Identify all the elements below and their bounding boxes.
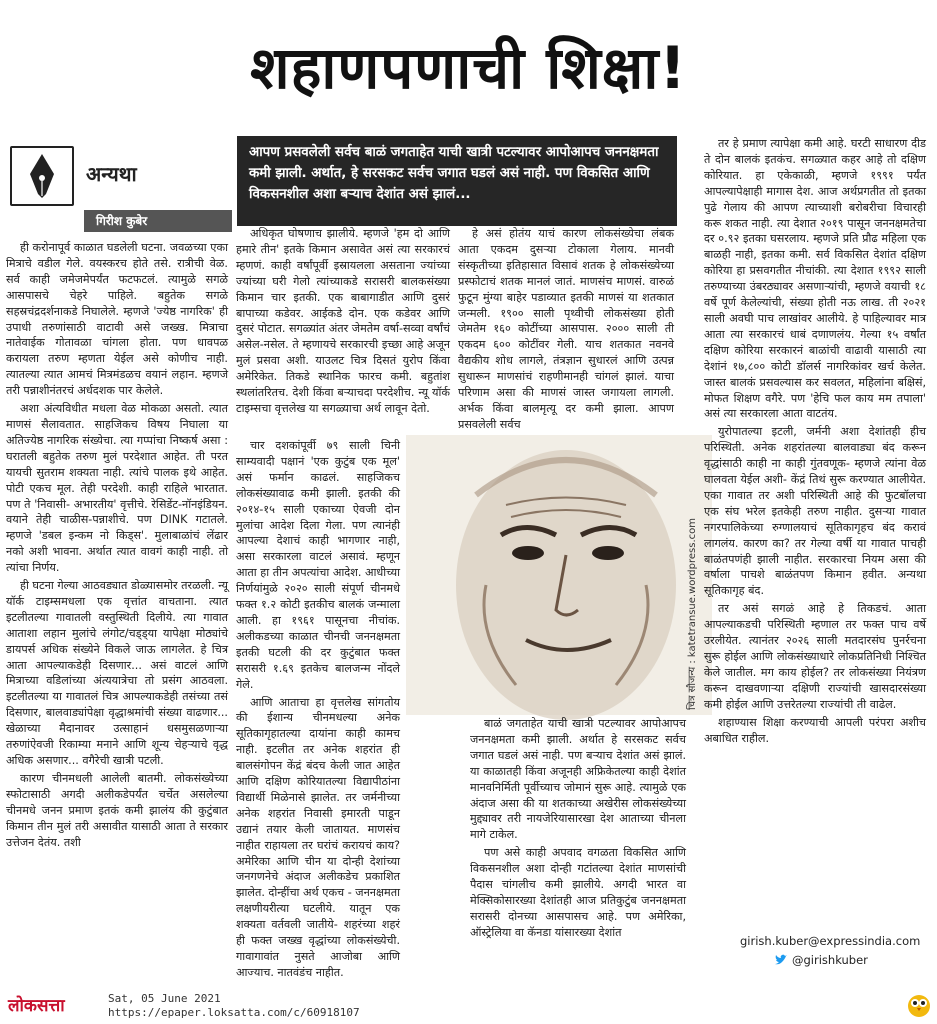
article-column-4: [704, 136, 926, 926]
author-email[interactable]: girish.kuber@expressindia.com: [740, 934, 921, 948]
paragraph: अधिकृत घोषणाच झालीये. म्हणजे 'हम दो आणि हमारे तीन' इतके किमान असावेत असं त्या सरकारचं म्हणणं. काही वर्षांपूर्वी इस्रायलला असताना ज्यांच्या ज्यांच्या घरी गेलो त्यांच्याकडे सरासरी बालकसंख्या किमान चार इतकी. एक बाबागाडीत आणि दुसरं बापाच्या कडेवर. आईकडे दोन. एक कडेवर आणि दुसरं पोटात. सगळ्यांत अंतर जेमतेम वर्षा-सव्वा वर्षांचं असेल-नसेल. ते म्हणायचे सरकारची इच्छा आहे अजून मुलं प्रसवा अशी. याउलट चित्र दिसतं युरोप किंवा अमेरिकेत. तिकडे स्थानिक फारच कमी. बहुतांश स्थलांतरितच. देशी किंवा बऱ्याचदा परदेशीच. न्यू यॉर्क टाइम्सचा वृत्तलेख या सगळ्याचा अर्थ लावून देतो.: [236, 227, 450, 415]
paragraph: कारण चीनमधली आलेली बातमी. लोकसंख्येच्या स्फोटासाठी अगदी अलीकडेपर्यंत चर्चेत असलेल्या चीनमधे जनन प्रमाण इतकं कमी झालंय की कुटुंबात किमान तीन मुलं तरी असावीत यासाठी आता ते सरकार उत्तेजन देतंय. तशी: [6, 771, 228, 849]
headline: शहाणपणाची शिक्षा!: [250, 34, 687, 102]
article-column-1: [6, 240, 228, 980]
edition-date: Sat, 05 June 2021: [108, 992, 221, 1005]
article-column-3-bottom: [470, 716, 686, 981]
pen-nib-icon: [10, 146, 74, 206]
twitter-icon: [774, 952, 788, 966]
paragraph: तर हे प्रमाण त्यापेक्षा कमी आहे. घरटी साधारण दीड ते दोन बालकं इतकंच. सगळ्यात कहर आहे तो दक्षिण कोरियात. हा एकेकाळी, म्हणजे १९९१ पर्यंत आपल्यापेक्षाही मागास देश. आज अर्थप्रगतीत तो इतका पुढे गेलाय की आपण त्याच्याशी बरोबरीचा विचारही करू शकत नाही. त्या देशात २०१९ पासून जननक्षमतेचा दर ०.९२ इतका घसरलाय. म्हणजे प्रति प्रौढ महिला एक बाळही नाही, इतका कमी. सर्व विकसित देशांत दक्षिण कोरिया हा प्रसवगतीत नीचांकी. त्या देशात १९९२ साली तरुण्याच्या उंबरठ्यावर असणाऱ्यांची, म्हणजे वयाची १८ वर्षे पूर्ण केलेल्यांची, संख्या होती नऊ लाख. ती २०२१ साली अवघी पाच लाखांवर आलीये. हे पाहिल्यावर मात्र आता त्या सरकारचं धाबं दणाणलंय. गेल्या १५ वर्षांत दक्षिण कोरिया सरकारनं बाळांची वाढावी यासाठी त्या देशांनं १७,८०० कोटी डॉलर्स नागरिकांवर खर्च केलेत. जास्त बालकं प्रसवल्यास कर सवलत, महिलांना बक्षिसं, मोफत शिक्षण वगैरे. पण 'हेचि फल काय मम तपाला' असं त्या सरकारला आता वाटतंय.: [704, 137, 926, 421]
footer-info: [108, 992, 360, 1020]
column-name: अन्यथा: [86, 162, 137, 186]
loksatta-logo: [4, 990, 104, 1020]
paragraph: तर असं सगळं आहे हे तिकडचं. आता आपल्याकडची परिस्थिती म्हणाल तर फक्त पाच वर्षे उरलीयेत. त्यानंतर २०२६ साली मतदारसंघ पुनर्रचना सुरू होईल आणि लोकसंख्याधारे लोकप्रतिनिधी निश्चित केले जातील. मग काय होईल? तर लोकसंख्या नियंत्रण करून दाखवणाऱ्या दक्षिणी राज्यांची खासदारसंख्या कमी होईल आणि उत्तरेतल्या राज्यांची ती वाढेल.: [704, 602, 926, 711]
article-column-2-mid: [236, 438, 400, 979]
pull-quote: आपण प्रसवलेली सर्वच बाळं जगताहेत याची खात्री पटल्यावर आपोआपच जननक्षमता कमी झाली. अर्थात, हे सरसकट सर्वच जगात घडलं असं नाही. पण विकसित आणि विकसनशील अशा बऱ्याच देशांत असं झालं...: [237, 136, 677, 226]
photo-credit: [680, 500, 706, 710]
paragraph: युरोपातल्या इटली, जर्मनी अशा देशांतही हीच परिस्थिती. अनेक शहरांतल्या बालवाड्या बंद करून वृद्धांसाठी काही ना काही गुंतवणूक- म्हणजे त्यांना वेळ घालवता येईल अशी- केंद्रं तिथं सुरू करण्यात आलीयेत. एका गावात तर अशी परिस्थिती आहे की फुटबॉलचा एक संघ भरेल इतकेही तरुण नाहीत. दुसऱ्या गावात नगरपालिकेच्या रुग्णालयाचं सूतिकागृहच बंद करावं लागलंय. कारण का? तर गेल्या वर्षी या गावात पाचही बाळंतपणंही झाली नाहीत. सरकारचा नियम असा की वर्षाला पाचशे बाळंतपण किमान हवीत. अन्यथा सूतिकागृह बंद.: [704, 425, 926, 598]
article-column-2-top: [236, 226, 450, 438]
paragraph: ही घटना गेल्या आठवड्यात डोळ्यासमोर तरळली. न्यू यॉर्क टाइम्समधला एक वृत्तांत वाचताना. त्यात इटलीतल्या गावातली वस्तुस्थिती दिलीये. त्या गावात आताशा लहान मुलांचे लंगोट/चड्ड्या यापेक्षा मोठ्यांचे डायपर्स अधिक संख्येने विकले जाऊ लागलेत. हे चित्र आता आपल्याकडेही दिसणार... असं वाटलं आणि मित्राच्या वडिलांच्या अंत्ययात्रेचा तो प्रसंग आठवला. इटलीतल्या या गावातलं चित्र आपल्याकडेही तसंच्या तसं दिसणार, बालवाड्यांपेक्षा वृद्धाश्रमांची संख्या वाढणार... खेळाच्या मैदानावर उत्साहानं धसमुसळणाऱ्या तरुणांऐवजी रिकाम्या मनाने आणि शून्य चेहऱ्याचे वृद्ध अधिक असणार... वगैरेची खात्री पटली.: [6, 579, 228, 767]
paragraph: आणि आताचा हा वृत्तलेख सांगतोय की ईशान्य चीनमधल्या अनेक सूतिकागृहातल्या दायांना काही कामच नाही. इटलीत तर अनेक शहरांत ही बालसंगोपन केंद्रं बंदच केली जात आहेत आणि दक्षिण कोरियातल्या विद्यापीठांना विद्यार्थी मिळेनासे झालेत. तर जर्मनीच्या अनेक शहरांत निवासी इमारती पाडून उद्यानं तयार केली जातायत. माणसंच नाहीत राहायला तर घरांचं करायचं काय? अमेरिका आणि चीन या दोन्ही देशांच्या जनगणनेचे अंदाज अलीकडेच प्रकाशित झालेत. दोन्हींचा अर्थ एकच - जननक्षमता लक्षणीयरीत्या घटलीये. यातून एक शक्यता वर्तवली जातीये- शहरंच्या शहरं ही फक्त जख्ख वृद्धांच्या लोकसंख्येची. गावागावांत नुसते आजोबा आणि आज्याच. नातवंडंच नाहीत.: [236, 695, 400, 979]
svg-text:लोकसत्ता: लोकसत्ता: [8, 996, 65, 1016]
paragraph: शहाण्यास शिक्षा करण्याची आपली परंपरा अशीच अबाधित राहील.: [704, 715, 926, 745]
article-column-3-top: [458, 226, 674, 434]
paragraph: अशा अंत्यविधीत मधला वेळ मोकळा असतो. त्यात माणसं सैलावतात. साहजिकच विषय निघाला या अतिज्येष्ठ नागरिक संख्येचा. त्या गप्पांचा निष्कर्ष असा : घरातली बहुतेक तरुण मुलं परदेशात आहेत. ती परत यायची सुतराम शक्यता नाही. त्यांचे पालक इथे आहेत. पोटी एकच मूल. तेही परदेशी. काही राहिले भारतात. पण ते 'निवासी- अभारतीय' वृत्तीचे. रेसिडेंट-नॉनइंडियन. वयाने तेही चाळीस-पन्नाशीचे. पण DINK गटातले. म्हणजे 'डबल इन्कम नो किड्स'. मुलाबाळांचं लेंढार नको अशी भावना. अर्थात त्यात वावगं काही नाही. तो त्यांचा निर्णय.: [6, 402, 228, 575]
author-byline: गिरीश कुबेर: [84, 210, 232, 232]
paragraph: पण असे काही अपवाद वगळता विकसित आणि विकसनशील अशा दोन्ही गटांतल्या देशांत माणसांची पैदास चांगलीच कमी झालीये. अगदी भारत वा मेक्सिकोसारख्या देशांतही आज प्रतिकुटुंब जननक्षमता सरासरी दोनच्या आसपासच आहे. पण अमेरिका, ऑस्ट्रेलिया वा कॅनडा यांसारख्या देशांत: [470, 846, 686, 939]
epaper-url[interactable]: https://epaper.loksatta.com/c/60918107: [108, 1006, 360, 1019]
portrait-illustration: [406, 435, 712, 715]
paragraph: बाळं जगताहेत याची खात्री पटल्यावर आपोआपच जननक्षमता कमी झाली. अर्थात हे सरसकट सर्वच जगात घडलं असं नाही. पण बऱ्याच देशांत असं झालं. या काळातही किंवा अजूनही अफ्रिकेतल्या काही देशांत मानवनिर्मिती पूर्वीच्याच जोमानं सुरू आहे. त्यामुळे एक अंदाज असा की या शतकाच्या अखेरीस लोकसंख्येच्या मुद्द्यावर तरी नायजेरियासारखा देश आताच्या चीनला मागे टाकेल.: [470, 717, 686, 842]
author-twitter[interactable]: @girishkuber: [792, 953, 868, 967]
paragraph: ही करोनापूर्व काळात घडलेली घटना. जवळच्या एका मित्राचे वडील गेले. वयस्करच होते तसे. रात्रीची वेळ. सर्व काही जमेजमेपर्यंत फटफटलं. त्यामुळे सगळे आसपासचे चेहरे पाहिले. बहुतेक सगळे सहस्रचंद्रदर्शनाकडे निघालेले. म्हणजे 'ज्येष्ठ नागरिक' ही उपाधी तरुणांसाठी वाटावी असे जख्ख. मित्राचा नातेवाईक गोतावळा चांगला होता. पण धावपळ करायला तरुण म्हणता येईल असे कोणीच नाही. त्यातल्या त्यात आमचं मित्रमंडळच वयानं लहान. म्हणजे तरी पन्नाशीनंतरचं अर्धदशक पार केलेले.: [6, 241, 228, 398]
owl-icon: [906, 992, 932, 1018]
paragraph: हे असं होतंय याचं कारण लोकसंख्येचा लंबक आता एकदम दुसऱ्या टोकाला गेलाय. मानवी संस्कृतीच्या इतिहासात विसावं शतक हे लोकसंख्येच्या प्रस्फोटाचं शतक मानलं जातं. माणसंच माणसं. वारुळं फुटून मुंग्या बाहेर पडाव्यात इतकी माणसं या शतकात जन्मली. १९०० साली पृथ्वीची लोकसंख्या होती जेमतेम १६० कोटींच्या आसपास. २००० साली ती एकदम ६०० कोटींवर गेली. याच शतकात नवनवे वैद्यकीय शोध लागले, तंत्रज्ञान सुधारलं आणि उत्पन्न सुधारून माणसांचं राहणीमानही चांगलं झालं. याचा परिणाम असा की माणसं जास्त जगायला लागली. अर्भक किंवा बालमृत्यू दर कमी झाला. आपण प्रसवलेली सर्वच: [458, 227, 674, 431]
paragraph: चार दशकांपूर्वी ७९ साली चिनी साम्यवादी पक्षानं 'एक कुटुंब एक मूल' असं फर्मान काढलं. साहजिकच लोकसंख्यावाढ कमी झाली. इतकी की २०१४-१५ साली एकाच्या ऐवजी दोन मुलांचा आदेश दिला गेला. पण त्यानंही आपल्या देशाचं काही भागणार नाही, असा सरकारला वाटलं असावं. म्हणून आता हा तीन अपत्यांचा आदेश. आधीच्या निर्णयांमुळे २०२० साली संपूर्ण चीनमधे फक्त १.२ कोटी इतकीच बालकं जन्माला आली. हा १९६१ पासूनचा नीचांक. अलीकडच्या काळात चीनची जननक्षमता इतकी घटली की दर कुटुंबात फक्त सरासरी १.६९ इतकेच बालजन्म नोंदले गेले.: [236, 439, 400, 691]
photo-credit-text: चित्र सौजन्य : katetransue.wordpress.com: [687, 517, 698, 710]
